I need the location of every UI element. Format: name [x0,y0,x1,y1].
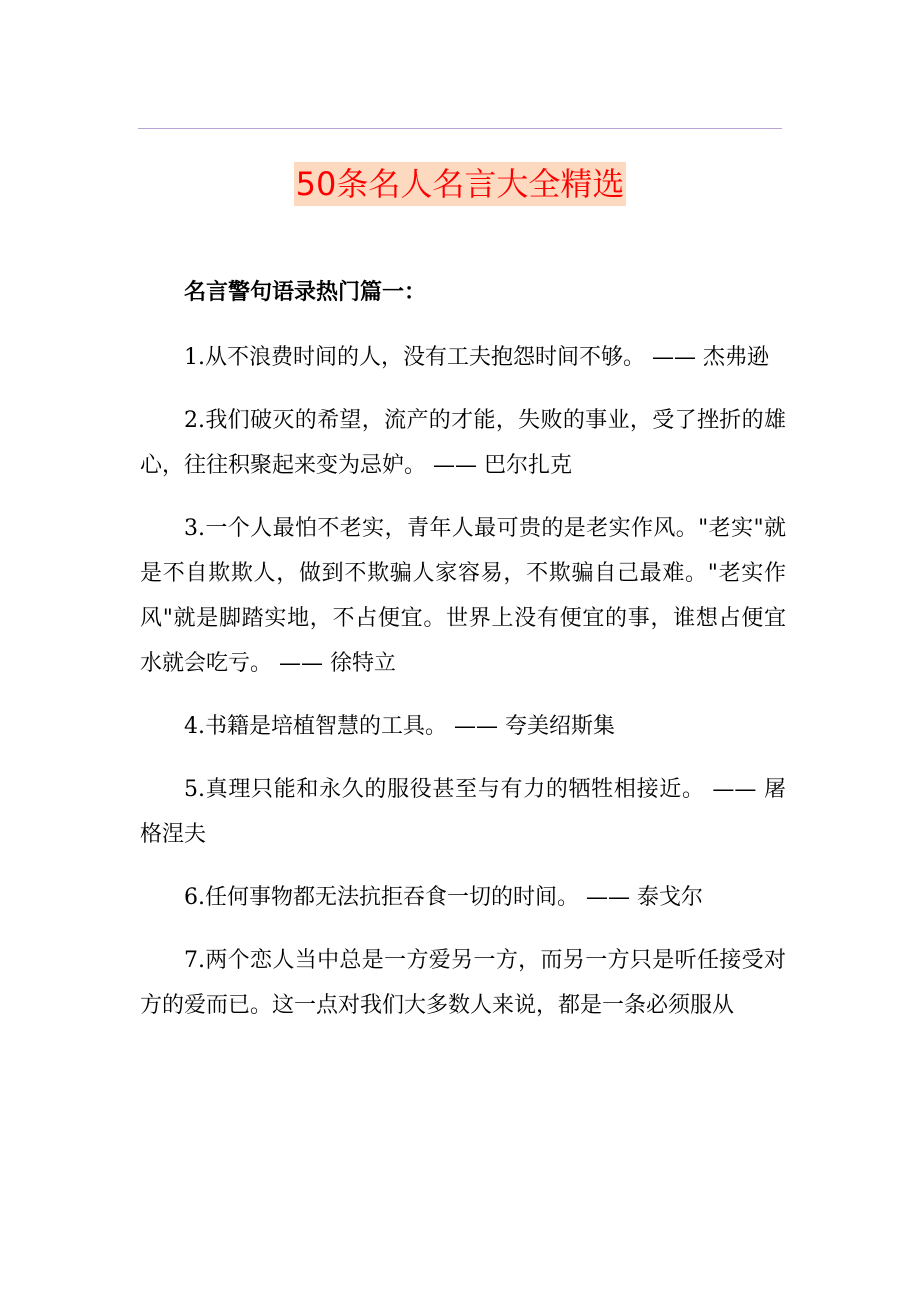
document-title: 50条名人名言大全精选 [294,162,627,206]
quote-paragraph: 6.任何事物都无法抗拒吞食一切的时间。 —— 泰戈尔 [184,885,703,910]
section-heading: 名言警句语录热门篇一： [184,279,427,305]
title-container [0,162,920,206]
quote-paragraph: 7.两个恋人当中总是一方爱另一方，而另一方只是听任接受对方的爱而已。这一点对我们大多数人来说，都是一条必须服从 [140,948,786,1018]
document-body [140,270,786,1046]
header-rule [138,128,782,129]
quote-paragraph: 3.一个人最怕不老实，青年人最可贵的是老实作风。"老实"就是不自欺欺人，做到不欺骗人家容易，不欺骗自己最难。"老实作风"就是脚踏实地，不占便宜。世界上没有便宜的事，谁想占便宜水就会吃亏。 —— 徐特立 [140,516,786,676]
quote-paragraph: 1.从不浪费时间的人，没有工夫抱怨时间不够。 —— 杰弗逊 [184,345,769,370]
quote-paragraph: 2.我们破灭的希望，流产的才能，失败的事业，受了挫折的雄心，往往积聚起来变为忌妒。 —— 巴尔扎克 [140,408,786,478]
quote-paragraph: 4.书籍是培植智慧的工具。 —— 夸美绍斯集 [184,714,615,739]
quote-paragraph: 5.真理只能和永久的服役甚至与有力的牺牲相接近。 —— 屠格涅夫 [140,777,786,847]
